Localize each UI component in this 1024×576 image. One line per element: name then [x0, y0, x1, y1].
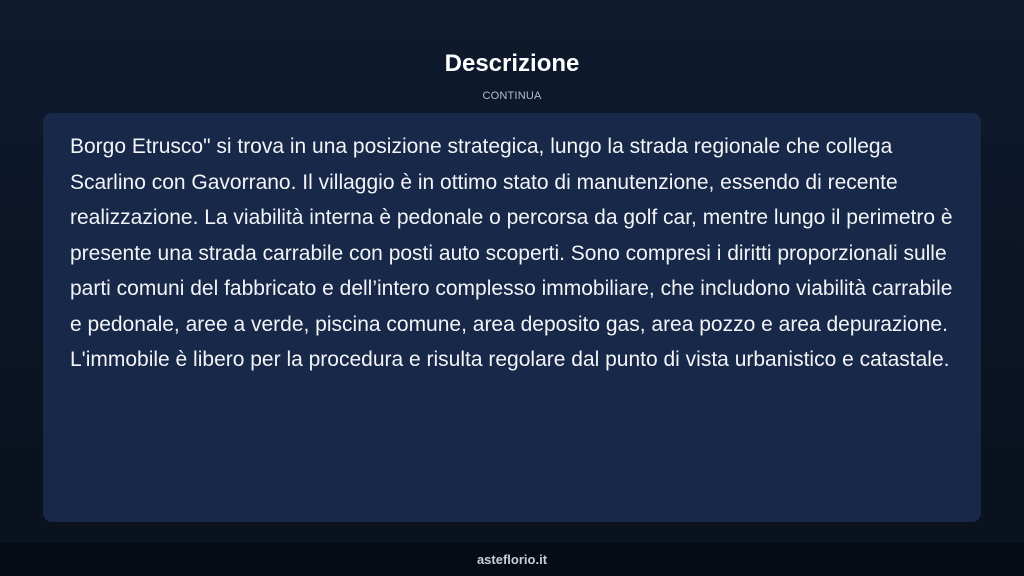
footer-bar: [0, 543, 1024, 576]
continue-link[interactable]: CONTINUA: [482, 90, 542, 102]
description-card: [43, 113, 981, 522]
footer-site-link[interactable]: asteflorio.it: [476, 552, 548, 567]
page-title: Descrizione: [444, 50, 580, 77]
description-text: Borgo Etrusco" si trova in una posizione strategica, lungo la strada regionale che collega Scarlino con Gavorrano. Il villaggio è in ottimo stato di manutenzione, essendo di recente realizzazione. La viabilità interna è pedonale o percorsa da golf car, mentre lungo il perimetro è presente una strada carrabile con posti auto scoperti. Sono compresi i diritti proporzionali sulle parti comuni del fabbricato e dell’intero complesso immobiliare, che includono viabilità carrabile e pedonale, aree a verde, piscina comune, area deposito gas, area pozzo e area depurazione. L'immobile è libero per la procedura e risulta regolare dal punto di vista urbanistico e catastale.: [70, 135, 953, 371]
